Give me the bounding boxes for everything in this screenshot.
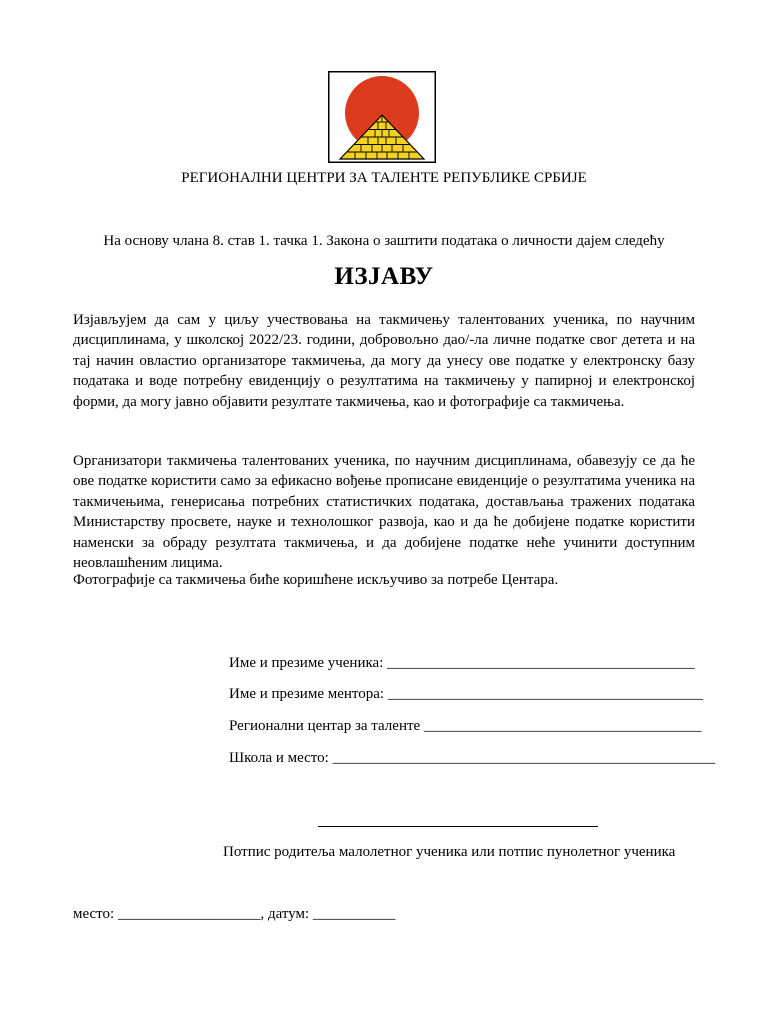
photos-note: Фотографије са такмичења биће коришћене искључиво за потребе Центара. xyxy=(73,572,559,588)
signature-line xyxy=(318,826,598,827)
organization-logo xyxy=(328,71,436,163)
mentor-name-field: Име и презиме ментора: __________________________________________ xyxy=(229,686,703,702)
document-heading: ИЗЈАВУ xyxy=(334,263,434,290)
regional-center-field: Регионални центар за таленте _____________________________________ xyxy=(229,718,702,734)
student-name-field: Име и презиме ученика: _________________________________________ xyxy=(229,655,695,671)
place-date-line: место: ___________________, датум: ___________ xyxy=(73,906,396,922)
consent-paragraph: Изјављујем да сам у циљу учествовања на такмичењу талентованих ученика, по научним дисциплинама, у школској 2022/23. години, добровољно дао/-ла личне податке свог детета и на тај начин овластио организаторе такмичења, да могу да унесу ове податке у електронску базу података и воде потребну евиденцију о резултатима на такмичењу у папирној и електронској форми, да могу јавно објавити резултате такмичења, као и фотографије са такмичења. xyxy=(73,312,695,410)
signature-caption: Потпис родитеља малолетног ученика или потпис пунолетног ученика xyxy=(223,844,676,860)
obligations-paragraph: Организатори такмичења талентованих ученика, по научним дисциплинама, обавезују се да ће ове податке користити само за ефикасно вођење прописане евиденције о резултатима ученика на такмичењима, генерисања потребних статистичких података, достављања тражених података Министарству просвете, науке и технолошког развоја, као и да ће добијене податке користити наменски за обраду резултата такмичења, и да добијене податке неће учинити доступним неовлашћеним лицима. xyxy=(73,453,695,572)
intro-line: На основу члана 8. став 1. тачка 1. Закона о заштити података о личности дајем следећу xyxy=(103,233,665,249)
organization-title: РЕГИОНАЛНИ ЦЕНТРИ ЗА ТАЛЕНТЕ РЕПУБЛИКЕ СРБИЈЕ xyxy=(181,170,587,186)
school-place-field: Школа и место: ___________________________________________________ xyxy=(229,750,716,766)
